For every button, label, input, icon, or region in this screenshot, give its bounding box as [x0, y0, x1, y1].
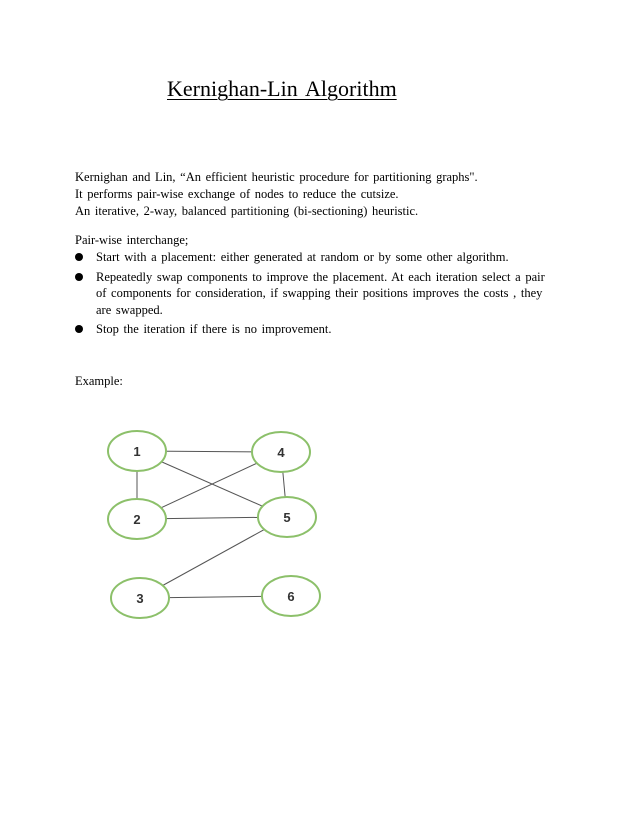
graph-node-1	[108, 431, 166, 471]
intro-line: An iterative, 2-way, balanced partitioning (bi-sectioning) heuristic.	[75, 204, 419, 218]
graph-node-6	[262, 576, 320, 616]
graph-node-label: 4	[277, 445, 285, 460]
example-label: Example:	[75, 374, 123, 388]
graph-node-3	[111, 578, 169, 618]
graph-node-label: 3	[136, 591, 144, 606]
pairwise-heading: Pair-wise interchange;	[75, 233, 189, 247]
graph-nodes	[108, 431, 320, 618]
graph-node-4	[252, 432, 310, 472]
bullet-text: Repeatedly swap components to improve the placement. At each iteration select a pair of components for consideration, if swapping their positions improves the costs , they are swapped.	[96, 269, 545, 317]
graph-node-2	[108, 499, 166, 539]
graph-node-5	[258, 497, 316, 537]
graph-node-label: 1	[133, 444, 141, 459]
intro-line: It performs pair-wise exchange of nodes to reduce the cutsize.	[75, 187, 399, 201]
graph-node-label: 2	[133, 512, 141, 527]
page-title: Kernighan-Lin Algorithm	[167, 76, 397, 101]
bullet-text: Start with a placement: either generated at random or by some other algorithm.	[96, 250, 509, 264]
intro-line: Kernighan and Lin, “An efficient heuristic procedure for partitioning graphs".	[75, 170, 478, 184]
graph-node-label: 5	[283, 510, 291, 525]
graph-node-label: 6	[287, 589, 295, 604]
bullet-text: Stop the iteration if there is no improvement.	[96, 322, 332, 336]
